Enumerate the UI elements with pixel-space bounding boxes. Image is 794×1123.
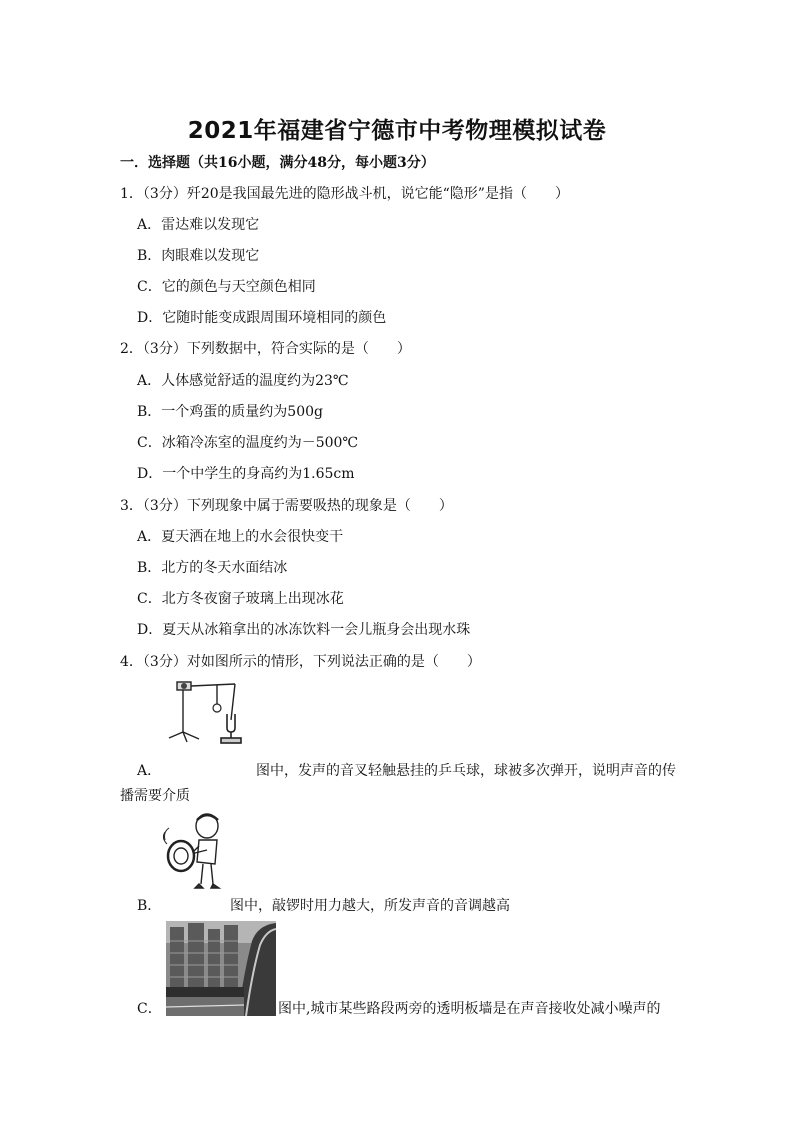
question-4-option-b-text: 图中，敲锣时用力越大，所发声音的音调越高 — [230, 898, 510, 914]
question-3-option-d[interactable]: D．夏天从冰箱拿出的冰冻饮料一会儿瓶身会出现水珠 — [137, 622, 471, 638]
question-4-option-a-continued: 播需要介质 — [120, 788, 190, 804]
question-3-option-b[interactable]: B．北方的冬天水面结冰 — [137, 560, 288, 576]
question-3-stem: 3．（3分）下列现象中属于需要吸热的现象是（ ） — [120, 498, 453, 514]
question-4-option-a-text: 图中，发声的音叉轻触悬挂的乒乓球，球被多次弹开，说明声音的传 — [256, 763, 676, 779]
gong-figure — [163, 812, 231, 892]
question-2-option-b[interactable]: B．一个鸡蛋的质量约为500g — [137, 404, 323, 420]
question-4-option-a-letter[interactable]: A． — [137, 763, 162, 779]
tuning-fork-figure — [165, 676, 257, 746]
sound-barrier-photo — [166, 921, 276, 1016]
exam-title: 2021年福建省宁德市中考物理模拟试卷 — [187, 118, 607, 144]
question-2-option-d[interactable]: D．一个中学生的身高约为1.65cm — [137, 466, 355, 482]
question-1-option-b[interactable]: B．肉眼难以发现它 — [137, 248, 260, 264]
question-4-stem: 4．（3分）对如图所示的情形，下列说法正确的是（ ） — [120, 654, 481, 670]
question-2-option-a[interactable]: A．人体感觉舒适的温度约为23℃ — [137, 373, 349, 389]
question-1-option-c[interactable]: C．它的颜色与天空颜色相同 — [137, 279, 316, 295]
question-4-option-c-text: 图中,城市某些路段两旁的透明板墙是在声音接收处减小噪声的 — [278, 1001, 661, 1017]
question-1-option-a[interactable]: A．雷达难以发现它 — [137, 217, 260, 233]
question-4-option-c-letter[interactable]: C． — [137, 1001, 162, 1017]
question-1-option-d[interactable]: D．它随时能变成跟周围环境相同的颜色 — [137, 310, 387, 326]
section-heading: 一．选择题（共16小题，满分48分，每小题3分） — [120, 155, 435, 171]
question-1-stem: 1．（3分）歼20是我国最先进的隐形战斗机，说它能“隐形”是指（ ） — [120, 186, 569, 202]
question-3-option-a[interactable]: A．夏天洒在地上的水会很快变干 — [137, 529, 344, 545]
question-4-option-b-letter[interactable]: B． — [137, 898, 162, 914]
question-2-option-c[interactable]: C．冰箱冷冻室的温度约为－500℃ — [137, 435, 359, 451]
question-2-stem: 2．（3分）下列数据中，符合实际的是（ ） — [120, 341, 411, 357]
question-3-option-c[interactable]: C．北方冬夜窗子玻璃上出现冰花 — [137, 591, 344, 607]
